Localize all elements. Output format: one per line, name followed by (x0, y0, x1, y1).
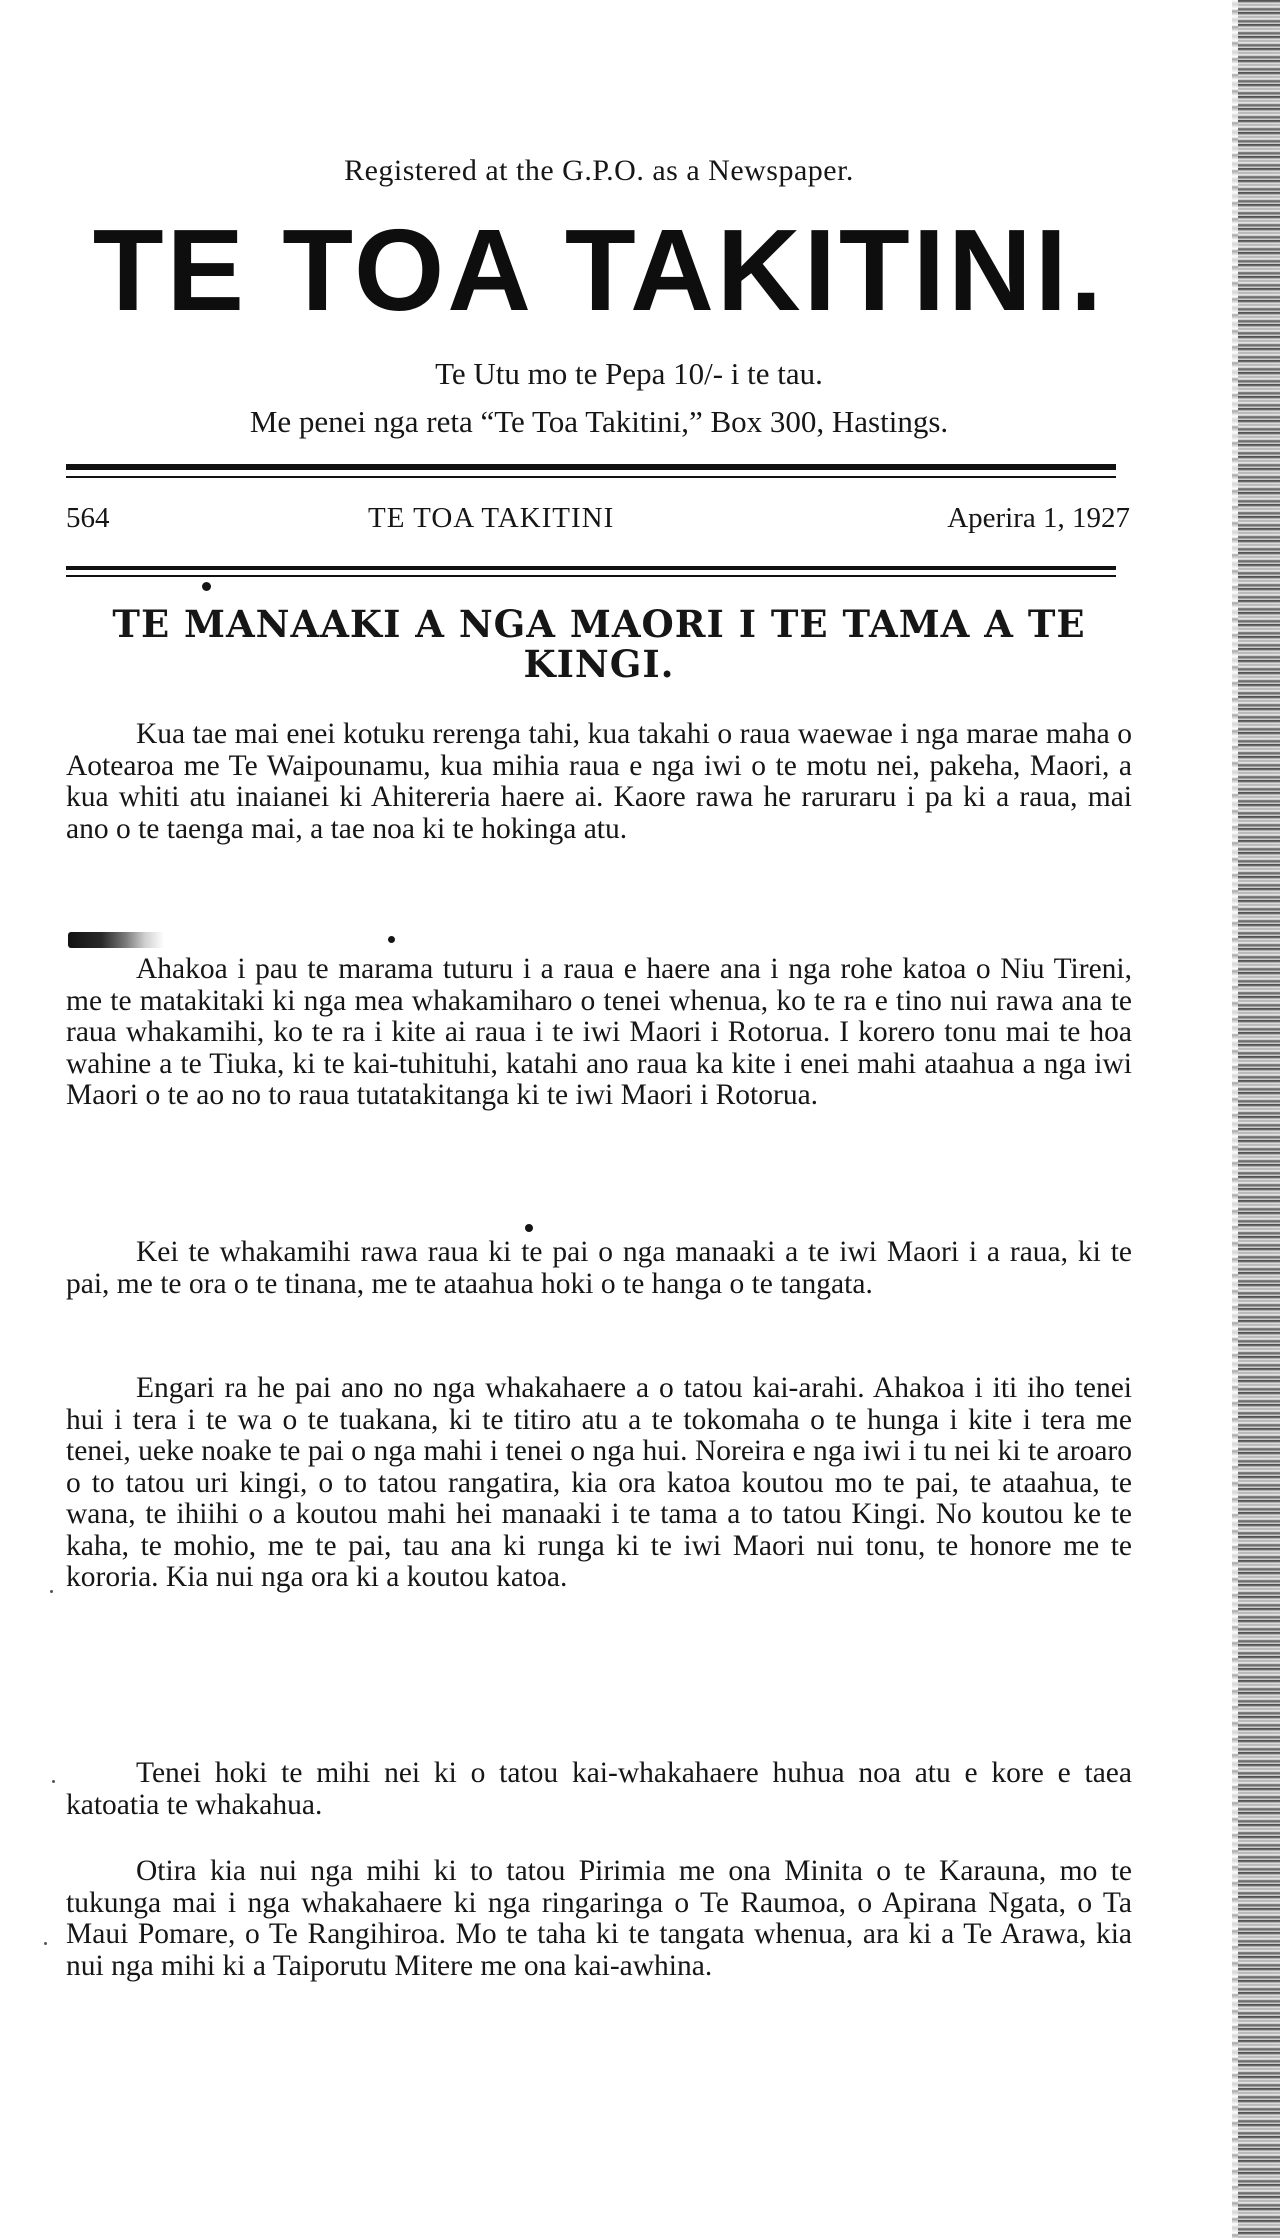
article-paragraph: Engari ra he pai ano no nga whakahaere a o tatou kai-arahi. Ahakoa i iti iho tenei hui i tera i te wa o te tuakana, ki te titiro atu a te tokomaha o te hunga i kite i tera me tenei, ueke noake te pai o nga mahi i tenei o nga hui. Noreira e nga iwi i tu nei ki te aroaro o to tatou uri kingi, o to tatou rangatira, kia ora katoa koutou mo te pai, te ataahua, te wana, te ihiihi o a koutou mahi hei manaaki i te tama a to tatou Kingi. No koutou ke te kaha, te mohio, me te pai, tau ana ki runga ki te iwi Maori nui tonu, te honore me te kororia. Kia nui nga ora ki a koutou katoa. (66, 1372, 1132, 1593)
ink-smudge (68, 932, 164, 948)
article-paragraph: Kua tae mai enei kotuku rerenga tahi, kua takahi o raua waewae i nga marae maha o Aotearoa me Te Waipounamu, kua mihia raua e nga iwi o te motu nei, pakeha, Maori, a kua whiti atu inaianei ki Ahitereria haere ai. Kaore rawa he raruraru i pa ki a raua, mai ano o te taenga mai, a tae noa ki te hokinga atu. (66, 718, 1132, 845)
article-headline: TE MANAAKI A NGA MAORI I TE TAMA A TE KINGI. (112, 602, 1086, 686)
ornament-dot (388, 936, 395, 943)
masthead-title: TE TOA TAKITINI. (92, 205, 1106, 335)
header-rule-thick (66, 464, 1116, 470)
scan-speck (50, 1590, 53, 1593)
subscription-price: Te Utu mo te Pepa 10/- i te tau. (435, 356, 823, 391)
registration-notice: Registered at the G.P.O. as a Newspaper. (344, 154, 854, 187)
scan-speck (44, 1942, 47, 1945)
folio-line (66, 502, 1132, 546)
folio-rule-thin (66, 575, 1116, 577)
article-paragraph: Otira kia nui nga mihi ki to tatou Pirimia me ona Minita o te Karauna, mo te tukunga mai i nga whakahaere ki nga ringaringa o Te Raumoa, o Apirana Ngata, o Ta Maui Pomare, o Te Rangihiroa. Mo te taha ki te tangata whenua, ara ki a Te Arawa, kia nui nga mihi ki a Taiporutu Mitere me ona kai-awhina. (66, 1855, 1132, 1982)
scan-speck (52, 1780, 55, 1783)
running-title: TE TOA TAKITINI (368, 502, 615, 534)
issue-date: Aperira 1, 1927 (947, 502, 1130, 534)
page-number: 564 (66, 502, 110, 534)
article-paragraph: Tenei hoki te mihi nei ki o tatou kai-whakahaere huhua noa atu e kore e taea katoatia te whakahua. (66, 1757, 1132, 1821)
scanned-page-edge (1238, 0, 1280, 2238)
article-paragraph: Ahakoa i pau te marama tuturu i a raua e haere ana i nga rohe katoa o Niu Tireni, me te matakitaki ki nga mea whakamiharo o tenei whenua, ko te ra e tino nui rawa ana te raua whakamihi, ko te ra i kite ai raua i te iwi Maori i Rotorua. I korero tonu mai te hoa wahine a te Tiuka, ki te kai-tuhituhi, katahi ano raua ka kite i enei mahi ataahua a nga iwi Maori o te ao no to raua tutatakitanga ki te iwi Maori i Rotorua. (66, 953, 1132, 1111)
postal-address: Me penei nga reta “Te Toa Takitini,” Box 300, Hastings. (249, 404, 949, 439)
ornament-dot (525, 1224, 533, 1232)
header-rule-thin (66, 476, 1116, 478)
article-paragraph: Kei te whakamihi rawa raua ki te pai o nga manaaki a te iwi Maori i a raua, ki te pai, me te ora o te tinana, me te ataahua hoki o te hanga o te tangata. (66, 1236, 1132, 1300)
ornament-dot (202, 582, 211, 591)
folio-rule-thick (66, 566, 1116, 570)
